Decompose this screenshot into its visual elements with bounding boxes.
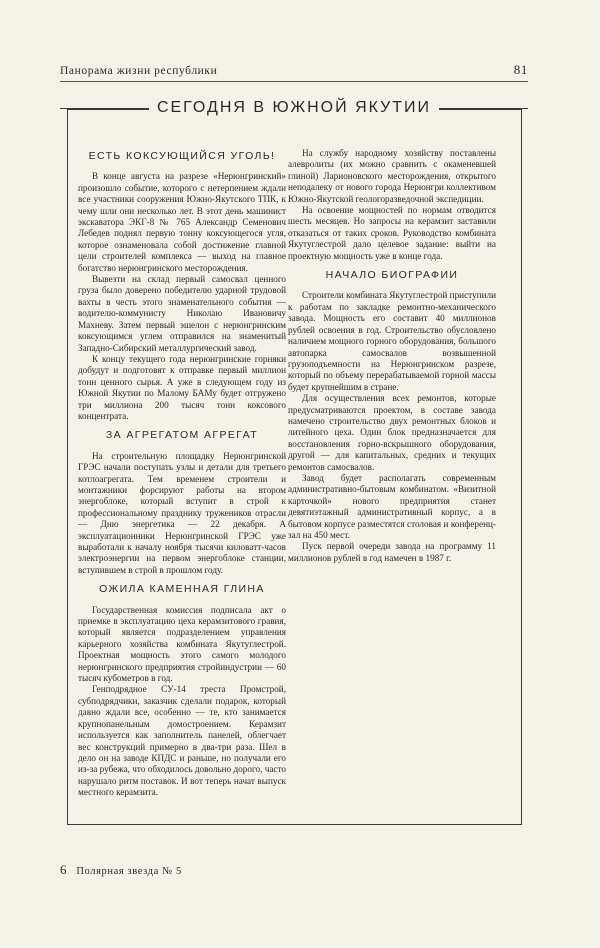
banner-rule-right bbox=[439, 108, 528, 109]
left-column bbox=[78, 145, 286, 799]
running-title: Панорама жизни республики bbox=[60, 65, 218, 77]
right-column bbox=[288, 148, 496, 564]
paragraph: Завод будет располагать современным административно-бытовым комбинатом. «Визитной карточкой» нового предприятия станет девятиэтажный административный корпус, а в бытовом корпусе разместятся столовая и конференц-зал на 450 мест. bbox=[288, 472, 496, 540]
page-footer bbox=[60, 862, 182, 878]
paragraph: Вывезти на склад первый самосвал ценного груза было доверено победителю ударной трудовой вахты в честь этого знаменательного события — водителю-коммунисту Николаю Ивановичу Махневу. Затем первый эшелон с нерюнгринским коксующимся углем отправился на знаменитый Западно-Сибирский металлургический завод. bbox=[78, 274, 286, 353]
article-heading-units: ЗА АГРЕГАТОМ АГРЕГАТ bbox=[105, 429, 259, 442]
paragraph: Пуск первой очереди завода на программу 11 миллионов рублей в год намечен в 1987 г. bbox=[288, 541, 496, 563]
paragraph: На строительную площадку Нерюнгринской ГРЭС начали поступать узлы и детали для третьего котлоагрегата. Тем временем строители и монтажники форсируют работы на втором энергоблоке, который вступит в строй к профессиональному празднику тружеников отрасли — Дню энергетика — 22 декабря. А эксплуатационники Нерюнгринской ГРЭС уже выработали к началу ноября тысячи киловатт-часов электроэнергии на первом энергоблоке станции, вступившем в строй в прошлом году. bbox=[78, 450, 286, 575]
page-number: 81 bbox=[513, 62, 528, 77]
paragraph: Строители комбината Якутуглестрой приступили к работам по закладке ремонтно-механического завода. Мощность его составит 40 миллионов рублей освоения в год. Строительство обусловлено наличием мощного горного оборудования, большого автопарка самосвалов возвышенной грузоподъемности на Нерюнгринском разрезе, который по объему перерабатываемой горной массы будет крупнейшим в стране. bbox=[288, 290, 496, 392]
article-heading-biography: НАЧАЛО БИОГРАФИИ bbox=[325, 269, 459, 282]
paragraph: К концу текущего года нерюнгринские горняки добудут и подготовят к отправке первый миллион тонн ценного сырья. А уже в следующем году из Южной Якутии по Малому БАМу будет отгружено три миллиона 200 тысяч тонн коксового концентрата. bbox=[78, 353, 286, 421]
article-heading-coking-coal: ЕСТЬ КОКСУЮЩИЙСЯ УГОЛЬ! bbox=[88, 150, 276, 162]
article-heading-stone: ОЖИЛА КАМЕННАЯ ГЛИНА bbox=[99, 583, 265, 596]
running-header bbox=[60, 62, 528, 82]
paragraph: В конце августа на разрезе «Нерюнгринский» произошло событие, которого с нетерпением ждали все участники сооружения Южно-Якутского ТПК, к чему шли они несколько лет. В этот день машинист экскаватора ЭКГ-8 № 765 Александр Семенович Лебедев поднял первую тонну коксующегося угля, которое ознаменовала собой достижение главной цели строителей комплекса — выход на главное богатство нерюнгринского месторождения. bbox=[78, 171, 286, 273]
paragraph: На службу народному хозяйству поставлены алевролиты (их можно сравнить с окаменевшей глиной) Ларионовского месторождения, открытого неподалеку от нового города Нерюнгри коллективом Южно-Якутской геологоразведочной экспедиции. bbox=[288, 148, 496, 204]
paragraph: Для осуществления всех ремонтов, которые предусматриваются проектом, в составе завода намечено строительство двух ремонтных блоков и литейного цеха. Один блок предназначается для восстановления горно-вскрышного оборудования, другой — для капитальных, средних и текущих ремонтов самосвалов. bbox=[288, 393, 496, 472]
magazine-title: Полярная звезда № 5 bbox=[76, 866, 182, 877]
paragraph: Генподрядное СУ-14 треста Промстрой, субподрядчики, заказчик сделали подарок, который давно ждали все, особенно — те, кто занимается крупнопанельным домостроением. Керамзит используется как заполнитель панелей, облегчает вес конструкций примерно в два-три раза. Шел в дело он на заводе КПДС и раньше, но получали его из-за рубежа, что обходилось довольно дорого, часто нарушало ритм поставок. И вот теперь начат выпуск местного керамзита. bbox=[78, 684, 286, 798]
section-title: СЕГОДНЯ В ЮЖНОЙ ЯКУТИИ bbox=[149, 99, 439, 117]
paragraph: На освоение мощностей по нормам отводится шесть месяцев. Но запросы на керамзит заставили отказаться от таких сроков. Руководство комбината Якутуглестрой дало целевое задание: выйти на проектную мощность уже в конце года. bbox=[288, 205, 496, 261]
banner-rule-left bbox=[60, 108, 149, 109]
section-banner bbox=[60, 96, 528, 120]
footer-page-number: 6 bbox=[60, 862, 68, 877]
paragraph: Государственная комиссия подписала акт о приемке в эксплуатацию цеха керамзитового гравия, который является подразделением управления карьерного хозяйства комбината Якутуглестрой. Проектная мощность этого самого молодого нерюнгринского предприятия стройиндустрии — 60 тысяч кубометров в год. bbox=[78, 604, 286, 684]
